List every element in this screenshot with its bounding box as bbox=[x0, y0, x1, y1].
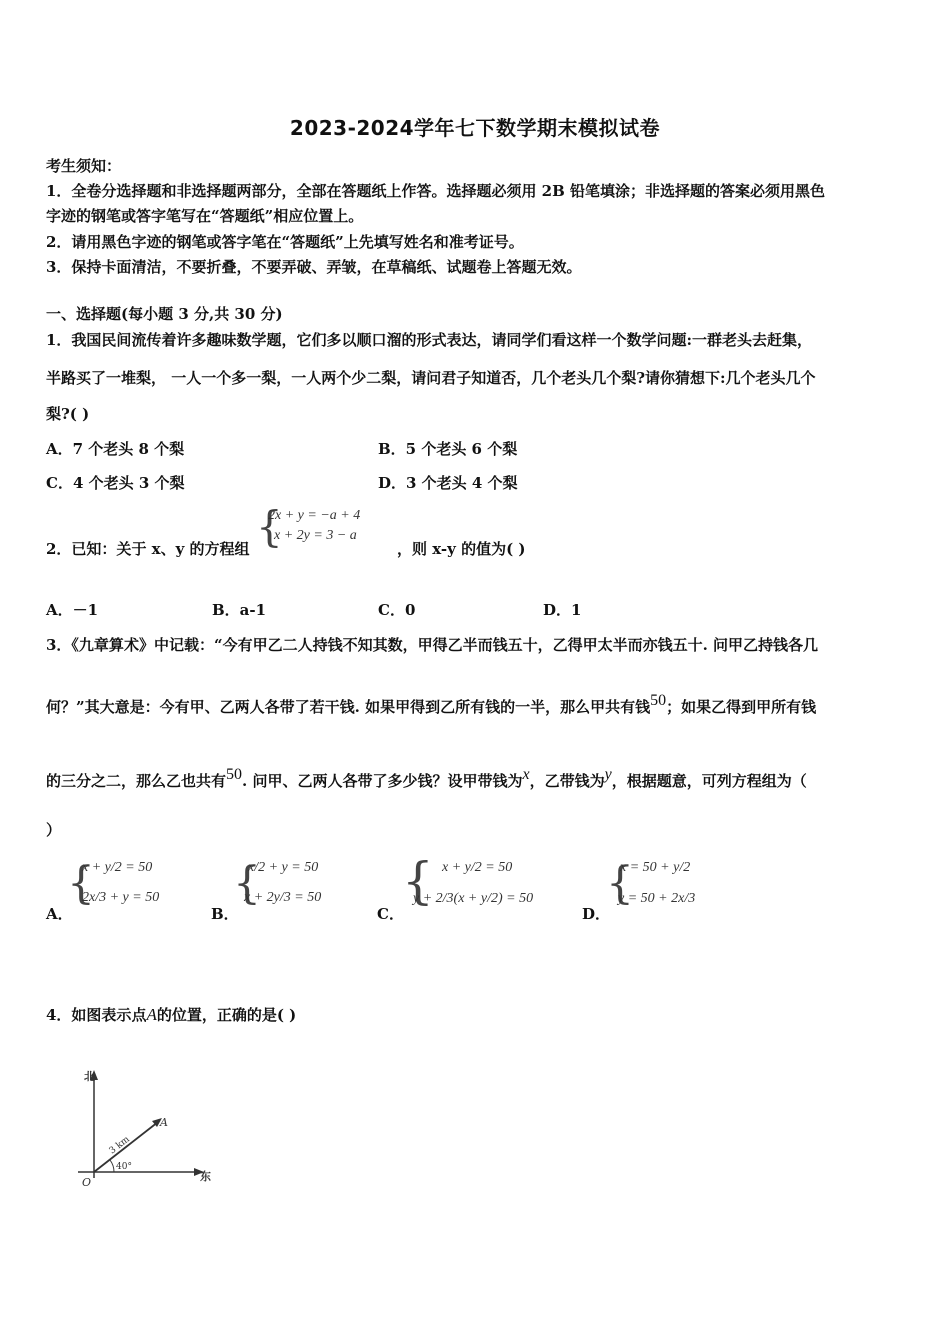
q2-brace: { bbox=[256, 502, 283, 551]
q2-option-a: A．－1 bbox=[46, 601, 99, 619]
q3-option-b-label: B． bbox=[211, 905, 239, 923]
origin-label: O bbox=[82, 1176, 92, 1189]
angle-arc bbox=[110, 1160, 114, 1172]
north-label: 北 bbox=[84, 1070, 95, 1083]
q3-option-d-eq2: y = 50 + 2x/3 bbox=[618, 891, 696, 906]
q2-suffix: ，则 x-y 的值为( ) bbox=[397, 540, 526, 558]
notice-heading: 考生须知： bbox=[46, 157, 122, 175]
q3-option-d-brace: { bbox=[606, 858, 634, 909]
east-label: 东 bbox=[200, 1170, 211, 1183]
q2-option-d: D．1 bbox=[543, 601, 582, 619]
q3-option-a-eq2: 2x/3 + y = 50 bbox=[82, 890, 160, 905]
q3-option-d-label: D． bbox=[582, 905, 611, 923]
q2-equation-1: 2x + y = −a + 4 bbox=[268, 508, 361, 523]
q3-line-4: ） bbox=[46, 821, 62, 839]
q3-option-b-eq1: x/2 + y = 50 bbox=[248, 860, 319, 875]
q3-option-d-eq1: x = 50 + y/2 bbox=[620, 860, 691, 875]
q3-option-b-eq2: x + 2y/3 = 50 bbox=[244, 890, 322, 905]
section-heading: 一、选择题(每小题 3 分,共 30 分) bbox=[46, 305, 283, 323]
q2-option-b: B．a-1 bbox=[212, 601, 267, 619]
q3-variable-x: x bbox=[522, 766, 530, 783]
distance-label: 3 km bbox=[107, 1134, 132, 1157]
q3-line-1: 3．《九章算术》中记载：“今有甲乙二人持钱不知其数，甲得乙半而钱五十，乙得甲太半而亦钱五十. 问甲乙持钱各几 bbox=[46, 636, 819, 654]
q3-option-b-brace: { bbox=[233, 858, 261, 909]
notice-line-1b: 字迹的钢笔或答字笔写在“答题纸”相应位置上。 bbox=[46, 207, 364, 225]
notice-line-2: 2．请用黑色字迹的钢笔或答字笔在“答题纸”上先填写姓名和准考证号。 bbox=[46, 233, 524, 251]
q1-option-b: B．5 个老头 6 个梨 bbox=[378, 440, 518, 458]
q1-line-2: 半路买了一堆梨， 一人一个多一梨，一人两个少二梨，请问君子知道否，几个老头几个梨?请你猜想下:几个老头几个 bbox=[46, 369, 816, 387]
q3-option-a-brace: { bbox=[67, 858, 95, 909]
q2-prefix: 2．已知：关于 x、y 的方程组 bbox=[46, 540, 250, 558]
q4-direction-figure bbox=[70, 1060, 220, 1190]
q3-option-c-eq1: x + y/2 = 50 bbox=[442, 860, 513, 875]
page-title: 2023-2024学年七下数学期末模拟试卷 bbox=[289, 116, 661, 140]
q1-option-d: D．3 个老头 4 个梨 bbox=[378, 474, 518, 492]
q1-line-3: 梨?( ) bbox=[46, 405, 90, 423]
q1-option-a: A．7 个老头 8 个梨 bbox=[46, 440, 185, 458]
point-a-label: A bbox=[160, 1116, 168, 1129]
q3-option-c-label: C． bbox=[377, 905, 404, 923]
q1-option-c: C．4 个老头 3 个梨 bbox=[46, 474, 185, 492]
q3-option-c-brace: { bbox=[402, 852, 434, 910]
q3-line-2: 何？”其大意是：今有甲、乙两人各带了若干钱. 如果甲得到乙所有钱的一半，那么甲共有钱50；如果乙得到甲所有钱 bbox=[46, 692, 817, 716]
q3-option-a-label: A． bbox=[46, 905, 73, 923]
q4-text: 4．如图表示点A的位置，正确的是( ) bbox=[46, 1005, 297, 1024]
q3-line-3: 的三分之二，那么乙也共有50. 问甲、乙两人各带了多少钱？设甲带钱为x，乙带钱为y，根据题意，可列方程组为（ bbox=[46, 766, 807, 790]
angle-label: 40° bbox=[116, 1162, 132, 1172]
q4-variable-a: A bbox=[146, 1005, 157, 1024]
notice-line-1a: 1．全卷分选择题和非选择题两部分，全部在答题纸上作答。选择题必须用 2B 铅笔填涂；非选择题的答案必须用黑色 bbox=[46, 182, 826, 200]
q1-line-1: 1．我国民间流传着许多趣味数学题，它们多以顺口溜的形式表达，请同学们看这样一个数学问题:一群老头去赶集， bbox=[46, 331, 812, 349]
q3-number-50-a: 50 bbox=[650, 692, 667, 709]
q2-option-c: C．0 bbox=[378, 601, 416, 619]
q2-equation-2: x + 2y = 3 − a bbox=[274, 528, 357, 543]
q3-option-c-eq2: y + 2/3(x + y/2) = 50 bbox=[413, 891, 534, 906]
notice-line-3: 3．保持卡面清洁，不要折叠，不要弄破、弄皱，在草稿纸、试题卷上答题无效。 bbox=[46, 258, 582, 276]
q3-option-a-eq1: x + y/2 = 50 bbox=[82, 860, 153, 875]
q3-variable-y: y bbox=[604, 766, 612, 783]
q3-number-50-b: 50 bbox=[226, 766, 243, 783]
